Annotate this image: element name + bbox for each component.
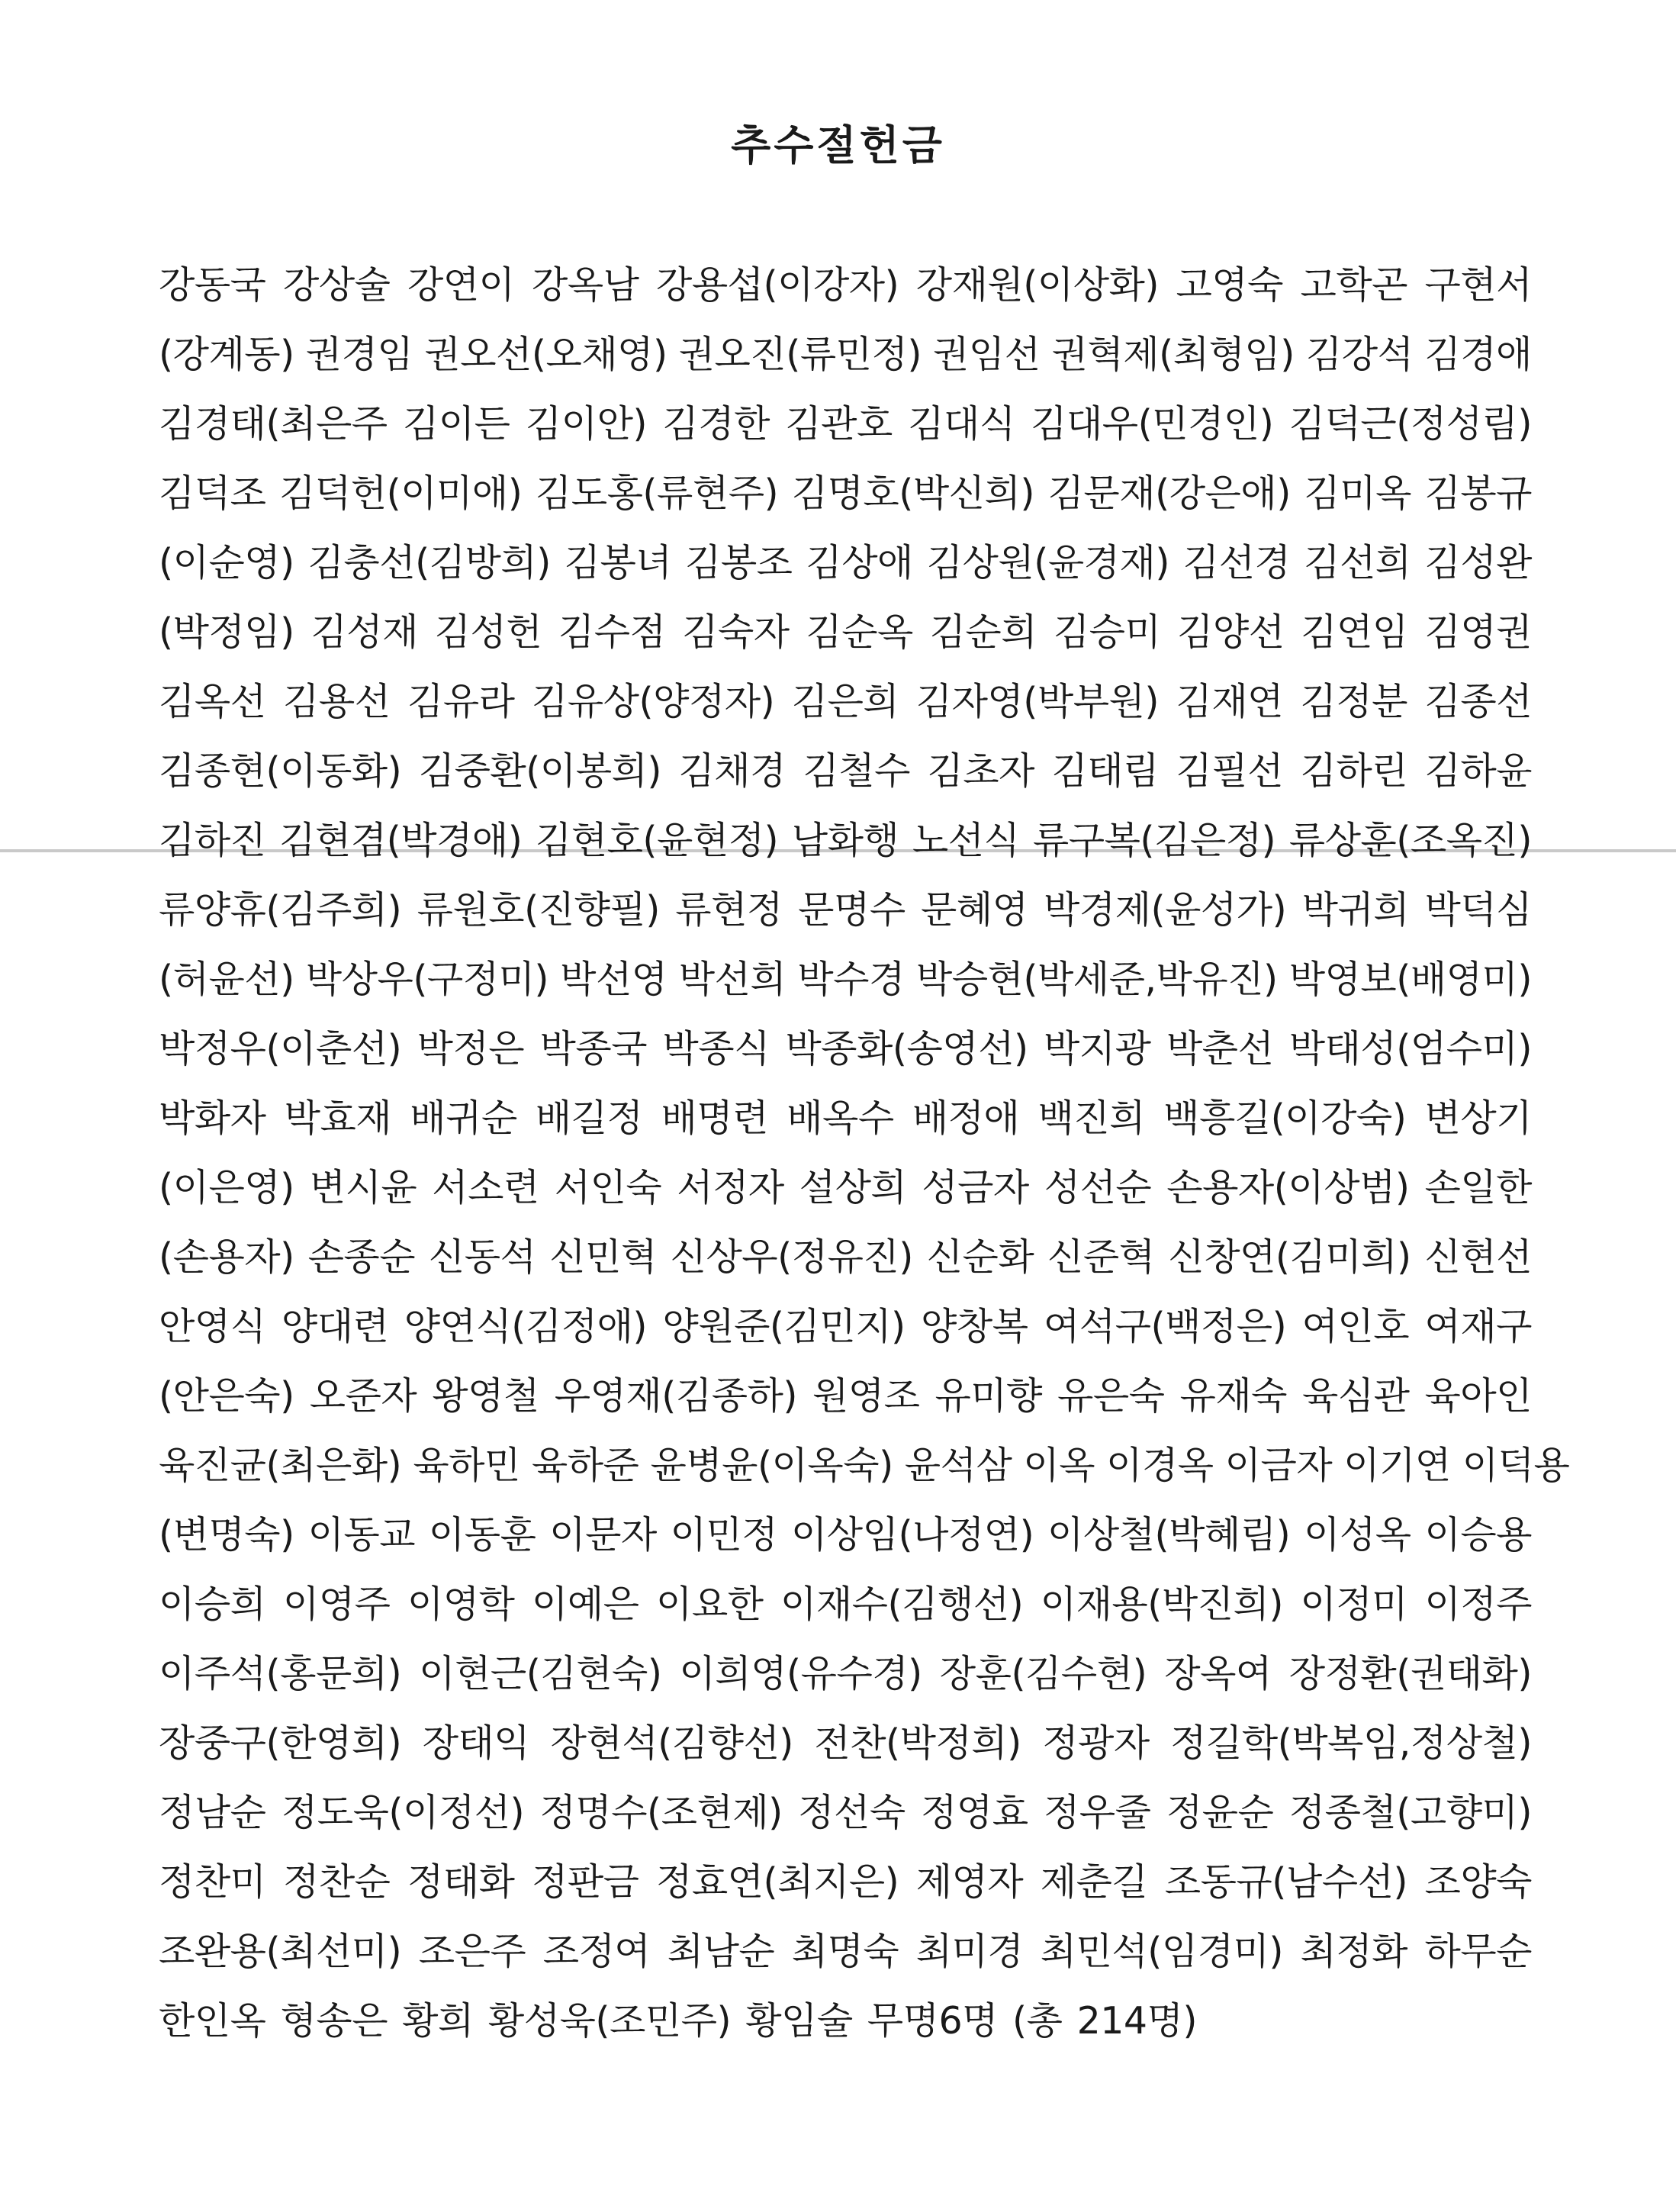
donor-line: 안영식 양대련 양연식(김정애) 양원준(김민지) 양창복 여석구(백정은) 여인호 여재구 bbox=[159, 1305, 1532, 1348]
donor-name-list bbox=[159, 250, 1570, 2056]
donor-line: (변명숙) 이동교 이동훈 이문자 이민정 이상임(나정연) 이상철(박혜림) 이성옥 이승용 bbox=[159, 1513, 1532, 1557]
donor-line: 정남순 정도욱(이정선) 정명수(조현제) 정선숙 정영효 정우줄 정윤순 정종철(고향미) bbox=[159, 1791, 1532, 1834]
donor-line: (박정임) 김성재 김성헌 김수점 김숙자 김순옥 김순희 김승미 김양선 김연임 김영권 bbox=[159, 610, 1532, 654]
donor-line: (이은영) 변시윤 서소련 서인숙 서정자 설상희 성금자 성선순 손용자(이상범) 손일한 bbox=[159, 1166, 1532, 1209]
donor-line: 조완용(최선미) 조은주 조정여 최남순 최명숙 최미경 최민석(임경미) 최정화 하무순 bbox=[159, 1930, 1532, 1973]
donor-line: 김종현(이동화) 김중환(이봉희) 김채경 김철수 김초자 김태림 김필선 김하린 김하윤 bbox=[159, 749, 1532, 793]
donor-line: (안은숙) 오준자 왕영철 우영재(김종하) 원영조 유미향 유은숙 유재숙 육심관 육아인 bbox=[159, 1374, 1532, 1418]
donor-line: 이승희 이영주 이영학 이예은 이요한 이재수(김행선) 이재용(박진희) 이정미 이정주 bbox=[159, 1583, 1532, 1626]
donor-line: (이순영) 김충선(김방희) 김봉녀 김봉조 김상애 김상원(윤경재) 김선경 김선희 김성완 bbox=[159, 541, 1532, 584]
donor-line: 정찬미 정찬순 정태화 정판금 정효연(최지은) 제영자 제춘길 조동규(남수선) 조양숙 bbox=[159, 1860, 1532, 1904]
donor-line: 이주석(홍문희) 이현근(김현숙) 이희영(유수경) 장훈(김수현) 장옥여 장정환(권태화) bbox=[159, 1652, 1532, 1695]
page-title: 추수절헌금 bbox=[731, 121, 945, 169]
donor-line: 김하진 김현겸(박경애) 김현호(윤현정) 남화행 노선식 류구복(김은정) 류상훈(조옥진) bbox=[159, 819, 1532, 862]
donor-line: 한인옥 형송은 황희 황성욱(조민주) 황임술 무명6명 (총 214명) bbox=[159, 1999, 1198, 2043]
donor-line: 강동국 강상술 강연이 강옥남 강용섭(이강자) 강재원(이상화) 고영숙 고학곤 구현서 bbox=[159, 263, 1532, 307]
donor-line: 박화자 박효재 배귀순 배길정 배명련 배옥수 배정애 백진희 백흥길(이강숙) 변상기 bbox=[159, 1096, 1532, 1140]
donor-line: 김덕조 김덕헌(이미애) 김도홍(류현주) 김명호(박신희) 김문재(강은애) 김미옥 김봉규 bbox=[159, 472, 1532, 515]
donor-line: 박정우(이춘선) 박정은 박종국 박종식 박종화(송영선) 박지광 박춘선 박태성(엄수미) bbox=[159, 1027, 1532, 1071]
donor-line: (강계동) 권경임 권오선(오채영) 권오진(류민정) 권임선 권혁제(최형임) 김강석 김경애 bbox=[159, 333, 1532, 376]
donor-line: (허윤선) 박상우(구정미) 박선영 박선희 박수경 박승현(박세준,박유진) 박영보(배영미) bbox=[159, 958, 1532, 1001]
donor-line: 김경태(최은주 김이든 김이안) 김경한 김관호 김대식 김대우(민경인) 김덕근(정성림) bbox=[159, 402, 1532, 446]
donor-line: (손용자) 손종순 신동석 신민혁 신상우(정유진) 신순화 신준혁 신창연(김미희) 신현선 bbox=[159, 1235, 1532, 1279]
donor-line: 장중구(한영희) 장태익 장현석(김향선) 전찬(박정희) 정광자 정길학(박복임,정상철) bbox=[159, 1721, 1532, 1765]
donor-line: 육진균(최은화) 육하민 육하준 윤병윤(이옥숙) 윤석삼 이옥 이경옥 이금자 이기연 이덕용 bbox=[159, 1444, 1570, 1487]
donor-line: 김옥선 김용선 김유라 김유상(양정자) 김은희 김자영(박부원) 김재연 김정분 김종선 bbox=[159, 680, 1532, 723]
donor-line: 류양휴(김주희) 류원호(진향필) 류현정 문명수 문혜영 박경제(윤성가) 박귀희 박덕심 bbox=[159, 888, 1532, 932]
